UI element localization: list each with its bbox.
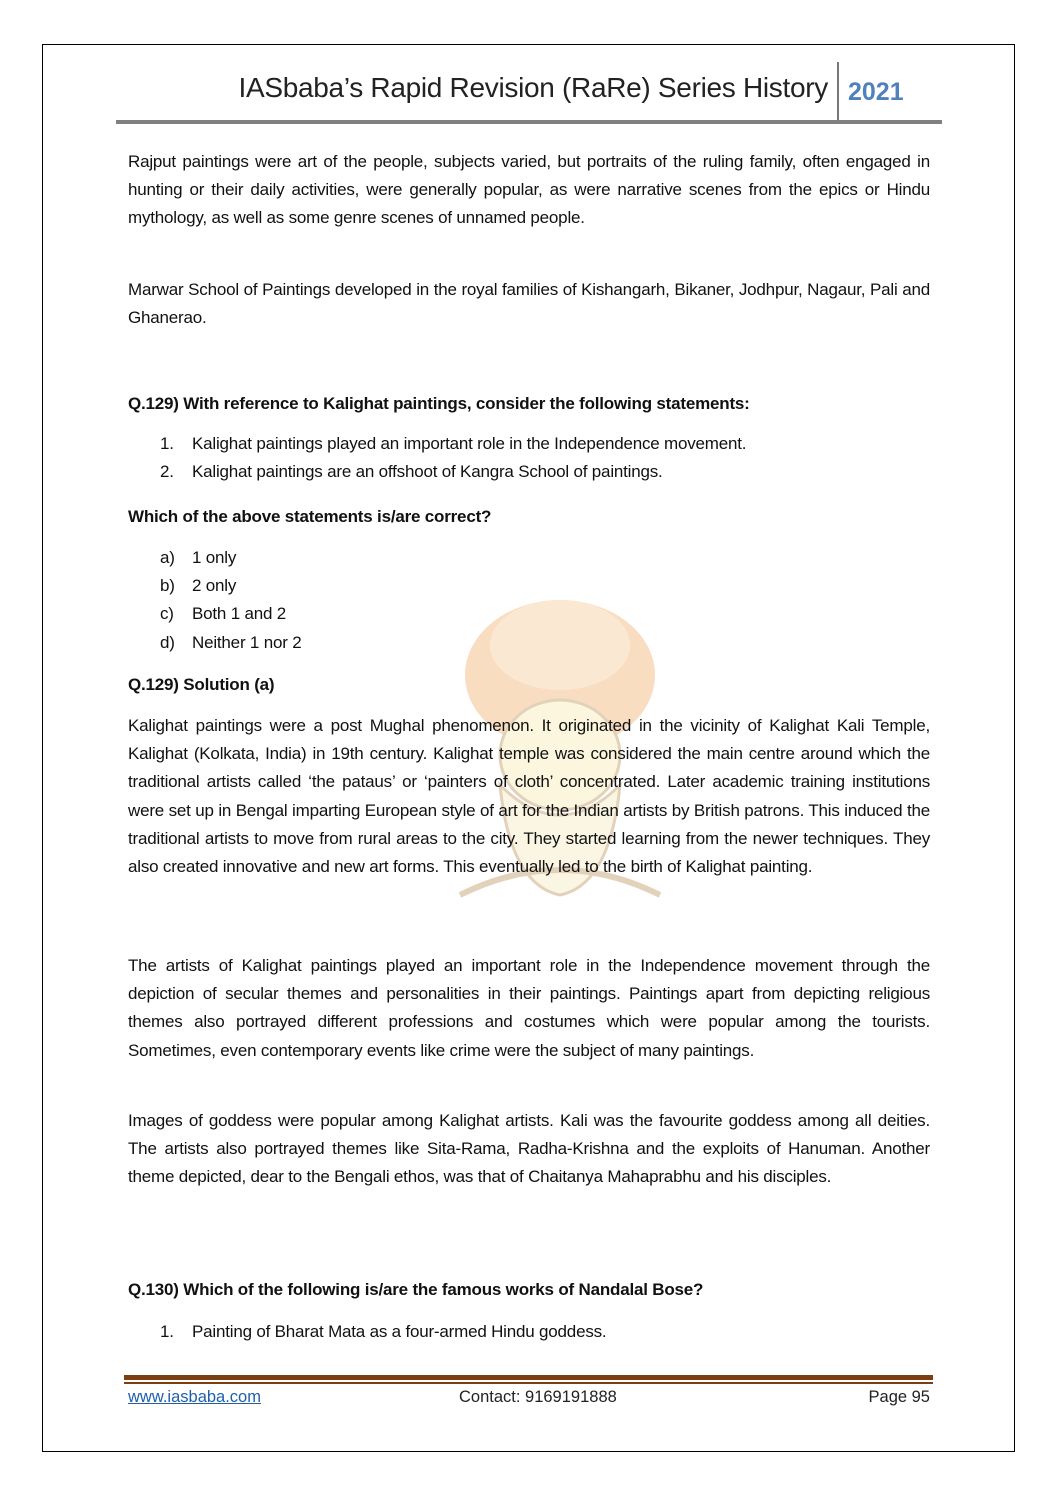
question-prompt: Which of the above statements is/are correct? — [128, 507, 492, 526]
page-number: Page 95 — [868, 1388, 930, 1406]
header-year: 2021 — [848, 78, 904, 106]
option-text: 1 only — [192, 548, 237, 567]
question-130-statements — [128, 1318, 930, 1346]
statement-item — [128, 1318, 930, 1346]
option-text: Neither 1 nor 2 — [192, 632, 302, 652]
solution-paragraph: Kalighat paintings were a post Mughal phenomenon. It originated in the vicinity of Kalighat Kali Temple, Kalighat (Kolkata, India) in 19th century. Kalighat temple was considered the main centre around which the traditional artists called ‘the pataus’ or ‘painters of cloth’ concentrated. Later academic training institutions were set up in Bengal imparting European style of art for the Indian artists by British patrons. This induced the traditional artists to move from rural areas to the city. They started learning from the newer techniques. They also created innovative and new art forms. This eventually led to the birth of Kalighat painting. — [128, 716, 930, 877]
header-rule — [116, 120, 942, 124]
option-letter: d) — [160, 632, 175, 652]
paragraph-marwar: Marwar School of Paintings developed in the royal families of Kishangarh, Bikaner, Jodhpur, Nagaur, Pali and Ghanerao. — [128, 280, 930, 328]
header-title: IASbaba’s Rapid Revision (RaRe) Series History — [238, 72, 828, 103]
statement-item — [128, 458, 930, 486]
statement-number: 1. — [160, 434, 174, 453]
footer-rule-thin — [124, 1382, 933, 1384]
statement-text: Kalighat paintings played an important role in the Independence movement. — [192, 434, 747, 453]
statement-text: Painting of Bharat Mata as a four-armed Hindu goddess. — [192, 1322, 607, 1341]
option-item — [128, 600, 930, 628]
question-129-options — [128, 544, 930, 657]
statement-number: 2. — [160, 462, 174, 482]
footer-rule — [124, 1375, 933, 1380]
solution-paragraph: The artists of Kalighat paintings played an important role in the Independence movement through the depiction of secular themes and personalities in their paintings. Paintings apart from depicting religious themes also portrayed different professions and costumes which were popular among the tourists. Sometimes, even contemporary events like crime were the subject of many paintings. — [128, 956, 930, 1060]
option-letter: c) — [160, 604, 174, 624]
option-item — [128, 544, 930, 572]
question-130: Q.130) Which of the following is/are the famous works of Nandalal Bose? — [128, 1280, 704, 1299]
solution-paragraph: Images of goddess were popular among Kalighat artists. Kali was the favourite goddess among all deities. The artists also portrayed themes like Sita-Rama, Radha-Krishna and the exploits of Hanuman. Another theme depicted, dear to the Bengali ethos, was that of Chaitanya Mahaprabhu and his disciples. — [128, 1111, 930, 1187]
option-text: 2 only — [192, 576, 237, 596]
option-item — [128, 629, 930, 657]
solution-heading: Q.129) Solution (a) — [128, 675, 275, 694]
option-text: Both 1 and 2 — [192, 604, 287, 624]
question-129-statements — [128, 430, 930, 486]
question-129: Q.129) With reference to Kalighat paintings, consider the following statements: — [128, 394, 750, 413]
option-item — [128, 572, 930, 600]
website-link[interactable]: www.iasbaba.com — [128, 1388, 261, 1406]
statement-number: 1. — [160, 1322, 174, 1341]
paragraph-rajput: Rajput paintings were art of the people, subjects varied, but portraits of the ruling family, often engaged in hunting or their daily activities, were generally popular, as were narrative scenes from the epics or Hindu mythology, as well as some genre scenes of unnamed people. — [128, 152, 930, 228]
option-letter: a) — [160, 548, 175, 567]
option-letter: b) — [160, 576, 175, 596]
statement-text: Kalighat paintings are an offshoot of Kangra School of paintings. — [192, 462, 663, 482]
contact-number: Contact: 9169191888 — [459, 1388, 617, 1406]
header-separator — [837, 62, 839, 122]
statement-item — [128, 430, 930, 458]
